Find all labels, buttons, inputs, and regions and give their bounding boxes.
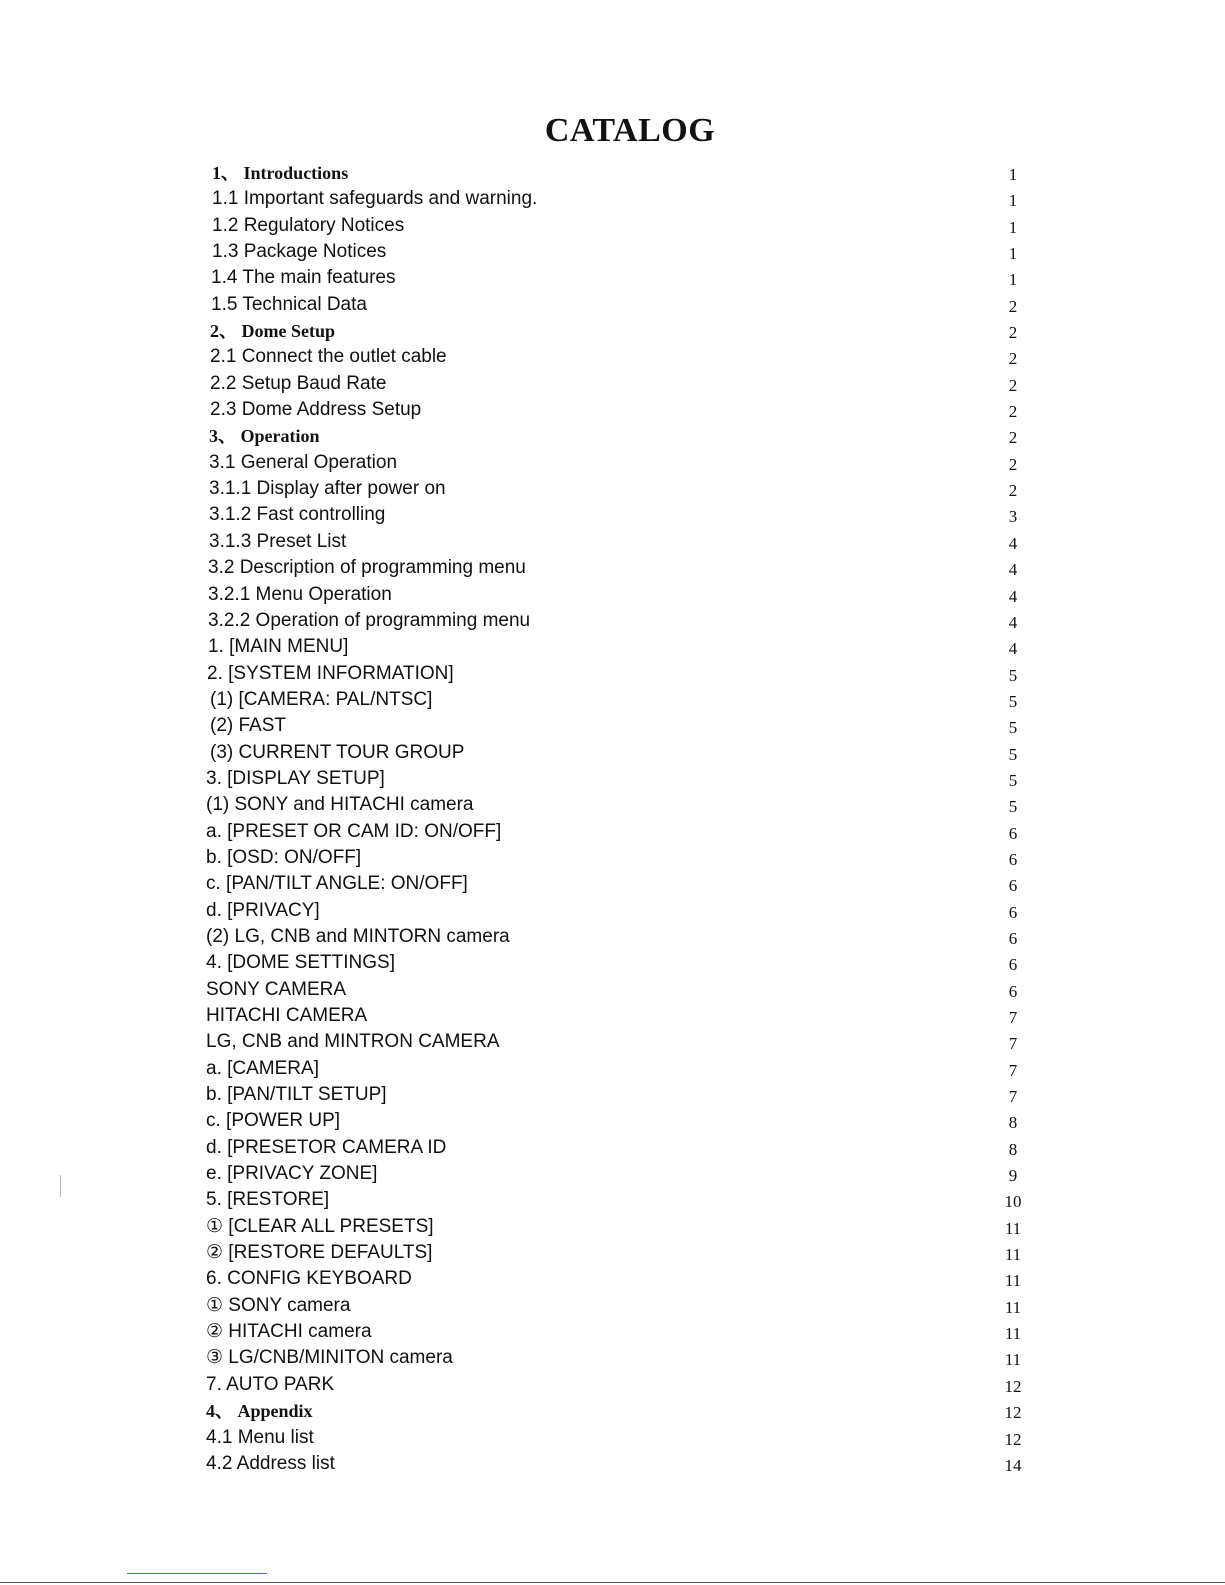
toc-entry: [0, 1319, 1225, 1345]
toc-entry-label: 4. [DOME SETTINGS]: [206, 952, 395, 974]
toc-entry: [0, 1161, 1225, 1187]
toc-entry-label: c. [PAN/TILT ANGLE: ON/OFF]: [206, 873, 468, 895]
toc-entry: [0, 1266, 1225, 1292]
toc-page-number: 12: [1004, 1429, 1022, 1449]
toc-entry: [0, 1345, 1225, 1371]
toc-entry: [0, 924, 1225, 950]
toc-entry: [0, 292, 1225, 318]
toc-entry: [0, 819, 1225, 845]
toc-entry: [0, 871, 1225, 897]
toc-page-number: 11: [1004, 1324, 1022, 1344]
toc-entry: [0, 1029, 1225, 1055]
toc-page-number: 6: [1008, 902, 1018, 922]
toc-page-number: 1: [1008, 217, 1018, 237]
toc-entry: [0, 713, 1225, 739]
toc-entry-label: ③ LG/CNB/MINITON camera: [206, 1347, 453, 1369]
toc-entry: [0, 634, 1225, 660]
toc-page-number: 8: [1008, 1139, 1018, 1159]
toc-entry-label: b. [OSD: ON/OFF]: [206, 846, 362, 868]
toc-page-number: 11: [1004, 1271, 1022, 1291]
toc-entry: [0, 687, 1225, 713]
toc-section-heading: 1、 Introductions: [212, 163, 349, 183]
toc-entry-label: 4.2 Address list: [206, 1452, 335, 1474]
toc-entry: [0, 977, 1225, 1003]
toc-page-number: 5: [1008, 691, 1018, 711]
toc-entry-label: e. [PRIVACY ZONE]: [206, 1163, 378, 1185]
toc-entry-label: ① [CLEAR ALL PRESETS]: [206, 1215, 434, 1237]
toc-entry: [0, 1240, 1225, 1266]
toc-entry: [0, 344, 1225, 370]
toc-entry: [0, 476, 1225, 502]
toc-entry-label: c. [POWER UP]: [206, 1110, 341, 1132]
toc-page-number: 1: [1008, 270, 1018, 290]
toc-entry: [0, 1187, 1225, 1213]
toc-entry-label: (1) [CAMERA: PAL/NTSC]: [210, 688, 433, 710]
toc-entry-label: (1) SONY and HITACHI camera: [206, 794, 474, 816]
toc-page-number: 4: [1008, 639, 1018, 659]
toc-entry: [0, 608, 1225, 634]
toc-page-number: 9: [1008, 1166, 1018, 1186]
toc-entry-label: LG, CNB and MINTRON CAMERA: [206, 1031, 500, 1053]
toc-entry-label: 3.2.1 Menu Operation: [208, 583, 392, 605]
toc-entry-label: 1.3 Package Notices: [212, 241, 387, 263]
page-bottom-edge: [0, 1582, 1225, 1583]
toc-entry: [0, 397, 1225, 423]
toc-entry: [0, 1398, 1225, 1424]
toc-entry-label: 3.1 General Operation: [209, 451, 398, 473]
toc-entry-label: 1.5 Technical Data: [211, 293, 367, 315]
toc-page-number: 4: [1008, 586, 1018, 606]
toc-entry-label: 3.1.1 Display after power on: [209, 478, 446, 500]
toc-page-number: 11: [1004, 1218, 1022, 1238]
toc-page-number: 2: [1008, 296, 1018, 316]
toc-page-number: 5: [1008, 665, 1018, 685]
toc-section-heading: 4、 Appendix: [206, 1401, 313, 1422]
toc-entry-label: 7. AUTO PARK: [206, 1373, 335, 1395]
toc-page-number: 6: [1008, 928, 1018, 948]
toc-page-number: 6: [1008, 981, 1018, 1001]
toc-page-number: 2: [1008, 375, 1018, 395]
toc-entry: [0, 160, 1225, 186]
toc-entry-label: (2) FAST: [210, 715, 287, 737]
toc-entry: [0, 845, 1225, 871]
toc-entry-label: 2.1 Connect the outlet cable: [210, 346, 447, 368]
toc-entry: [0, 502, 1225, 528]
toc-entry: [0, 1135, 1225, 1161]
toc-entry: [0, 1056, 1225, 1082]
toc-entry: [0, 239, 1225, 265]
toc-page-number: 2: [1008, 323, 1018, 343]
toc-page-number: 4: [1008, 533, 1018, 553]
toc-entry-label: ② [RESTORE DEFAULTS]: [206, 1242, 433, 1264]
toc-entry-label: 3.1.3 Preset List: [209, 530, 347, 552]
toc-entry-label: HITACHI CAMERA: [206, 1005, 368, 1026]
toc-section-heading: 2、 Dome Setup: [210, 321, 335, 342]
toc-entry-label: 3. [DISPLAY SETUP]: [206, 767, 385, 789]
toc-entry: [0, 371, 1225, 397]
toc-entry-label: (2) LG, CNB and MINTORN camera: [206, 925, 510, 947]
toc-page-number: 2: [1008, 402, 1018, 422]
toc-entry-label: d. [PRIVACY]: [206, 899, 320, 921]
toc-entry: [0, 213, 1225, 239]
toc-page-number: 12: [1004, 1403, 1022, 1423]
toc-page-number: 4: [1008, 560, 1018, 580]
toc-page-number: 10: [1004, 1192, 1022, 1212]
toc-entry: [0, 1214, 1225, 1240]
toc-page-number: 2: [1008, 481, 1018, 501]
toc-entry-label: a. [PRESET OR CAM ID: ON/OFF]: [206, 820, 502, 842]
toc-page-number: 5: [1008, 744, 1018, 764]
toc-page-number: 6: [1008, 955, 1018, 975]
toc-entry-label: (3) CURRENT TOUR GROUP: [210, 741, 465, 763]
toc-entry-label: SONY CAMERA: [206, 978, 347, 1000]
toc-page-number: 7: [1008, 1008, 1018, 1027]
toc-entry: [0, 661, 1225, 687]
toc-page-number: 1: [1008, 244, 1018, 264]
toc-entry-label: 1.2 Regulatory Notices: [212, 214, 405, 236]
toc-entry-label: 2.2 Setup Baud Rate: [210, 372, 387, 394]
toc-entry-label: 1.1 Important safeguards and warning.: [212, 188, 538, 210]
toc-entry: [0, 792, 1225, 818]
toc-entry-label: 1. [MAIN MENU]: [208, 636, 349, 658]
toc-page-number: 7: [1008, 1034, 1018, 1054]
toc-page-number: 5: [1008, 718, 1018, 738]
toc-page-number: 11: [1004, 1245, 1022, 1265]
toc-entry: [0, 1451, 1225, 1477]
toc-entry-label: ② HITACHI camera: [206, 1321, 372, 1343]
toc-page-number: 8: [1008, 1113, 1018, 1133]
toc-entry: [0, 529, 1225, 555]
table-of-contents: [0, 160, 1225, 1477]
toc-entry-label: 3.2.2 Operation of programming menu: [208, 609, 531, 631]
toc-entry: [0, 898, 1225, 924]
toc-page-number: 1: [1008, 191, 1018, 211]
toc-entry: [0, 950, 1225, 976]
toc-entry: [0, 582, 1225, 608]
toc-entry: [0, 1082, 1225, 1108]
toc-page-number: 5: [1008, 797, 1018, 817]
toc-page-number: 12: [1004, 1376, 1022, 1396]
toc-entry-label: 3.1.2 Fast controlling: [209, 504, 386, 526]
toc-page-number: 1: [1008, 165, 1018, 184]
toc-entry-label: 3.2 Description of programming menu: [208, 557, 526, 579]
toc-entry: [0, 766, 1225, 792]
toc-entry-label: 5. [RESTORE]: [206, 1189, 330, 1211]
toc-entry: [0, 450, 1225, 476]
bottom-scan-line: [127, 1573, 267, 1574]
toc-entry: [0, 1293, 1225, 1319]
toc-entry: [0, 265, 1225, 291]
toc-entry-label: 2.3 Dome Address Setup: [210, 399, 422, 421]
toc-page-number: 2: [1008, 349, 1018, 369]
toc-entry-label: ① SONY camera: [206, 1294, 351, 1316]
toc-entry: [0, 1003, 1225, 1029]
toc-entry-label: d. [PRESETOR CAMERA ID: [206, 1136, 447, 1158]
toc-page-number: 7: [1008, 1060, 1018, 1080]
toc-entry-label: 1.4 The main features: [211, 267, 396, 289]
toc-entry-label: b. [PAN/TILT SETUP]: [206, 1084, 387, 1106]
toc-page-number: 4: [1008, 612, 1018, 632]
toc-entry: [0, 1372, 1225, 1398]
toc-page-number: 2: [1008, 428, 1018, 448]
toc-page-number: 6: [1008, 823, 1018, 843]
toc-page-number: 2: [1008, 454, 1018, 474]
toc-section-heading: 3、 Operation: [209, 426, 320, 447]
toc-page-number: 3: [1008, 507, 1018, 527]
toc-entry: [0, 186, 1225, 212]
toc-entry-label: a. [CAMERA]: [206, 1057, 319, 1079]
toc-entry-label: 2. [SYSTEM INFORMATION]: [207, 662, 454, 684]
toc-entry: [0, 555, 1225, 581]
toc-page-number: 14: [1004, 1455, 1022, 1475]
toc-entry: [0, 423, 1225, 449]
toc-page-number: 6: [1008, 849, 1018, 869]
toc-page-number: 11: [1004, 1297, 1022, 1317]
toc-entry: [0, 1108, 1225, 1134]
toc-entry: [0, 318, 1225, 344]
toc-entry: [0, 1425, 1225, 1451]
toc-entry-label: 6. CONFIG KEYBOARD: [206, 1268, 412, 1290]
toc-entry: [0, 740, 1225, 766]
page-title: CATALOG: [544, 112, 716, 149]
toc-page-number: 11: [1004, 1350, 1022, 1370]
toc-page-number: 5: [1008, 770, 1018, 790]
toc-entry-label: 4.1 Menu list: [206, 1426, 314, 1448]
scan-mark: [60, 1175, 61, 1197]
toc-page-number: 7: [1008, 1087, 1018, 1107]
toc-page-number: 6: [1008, 876, 1018, 896]
